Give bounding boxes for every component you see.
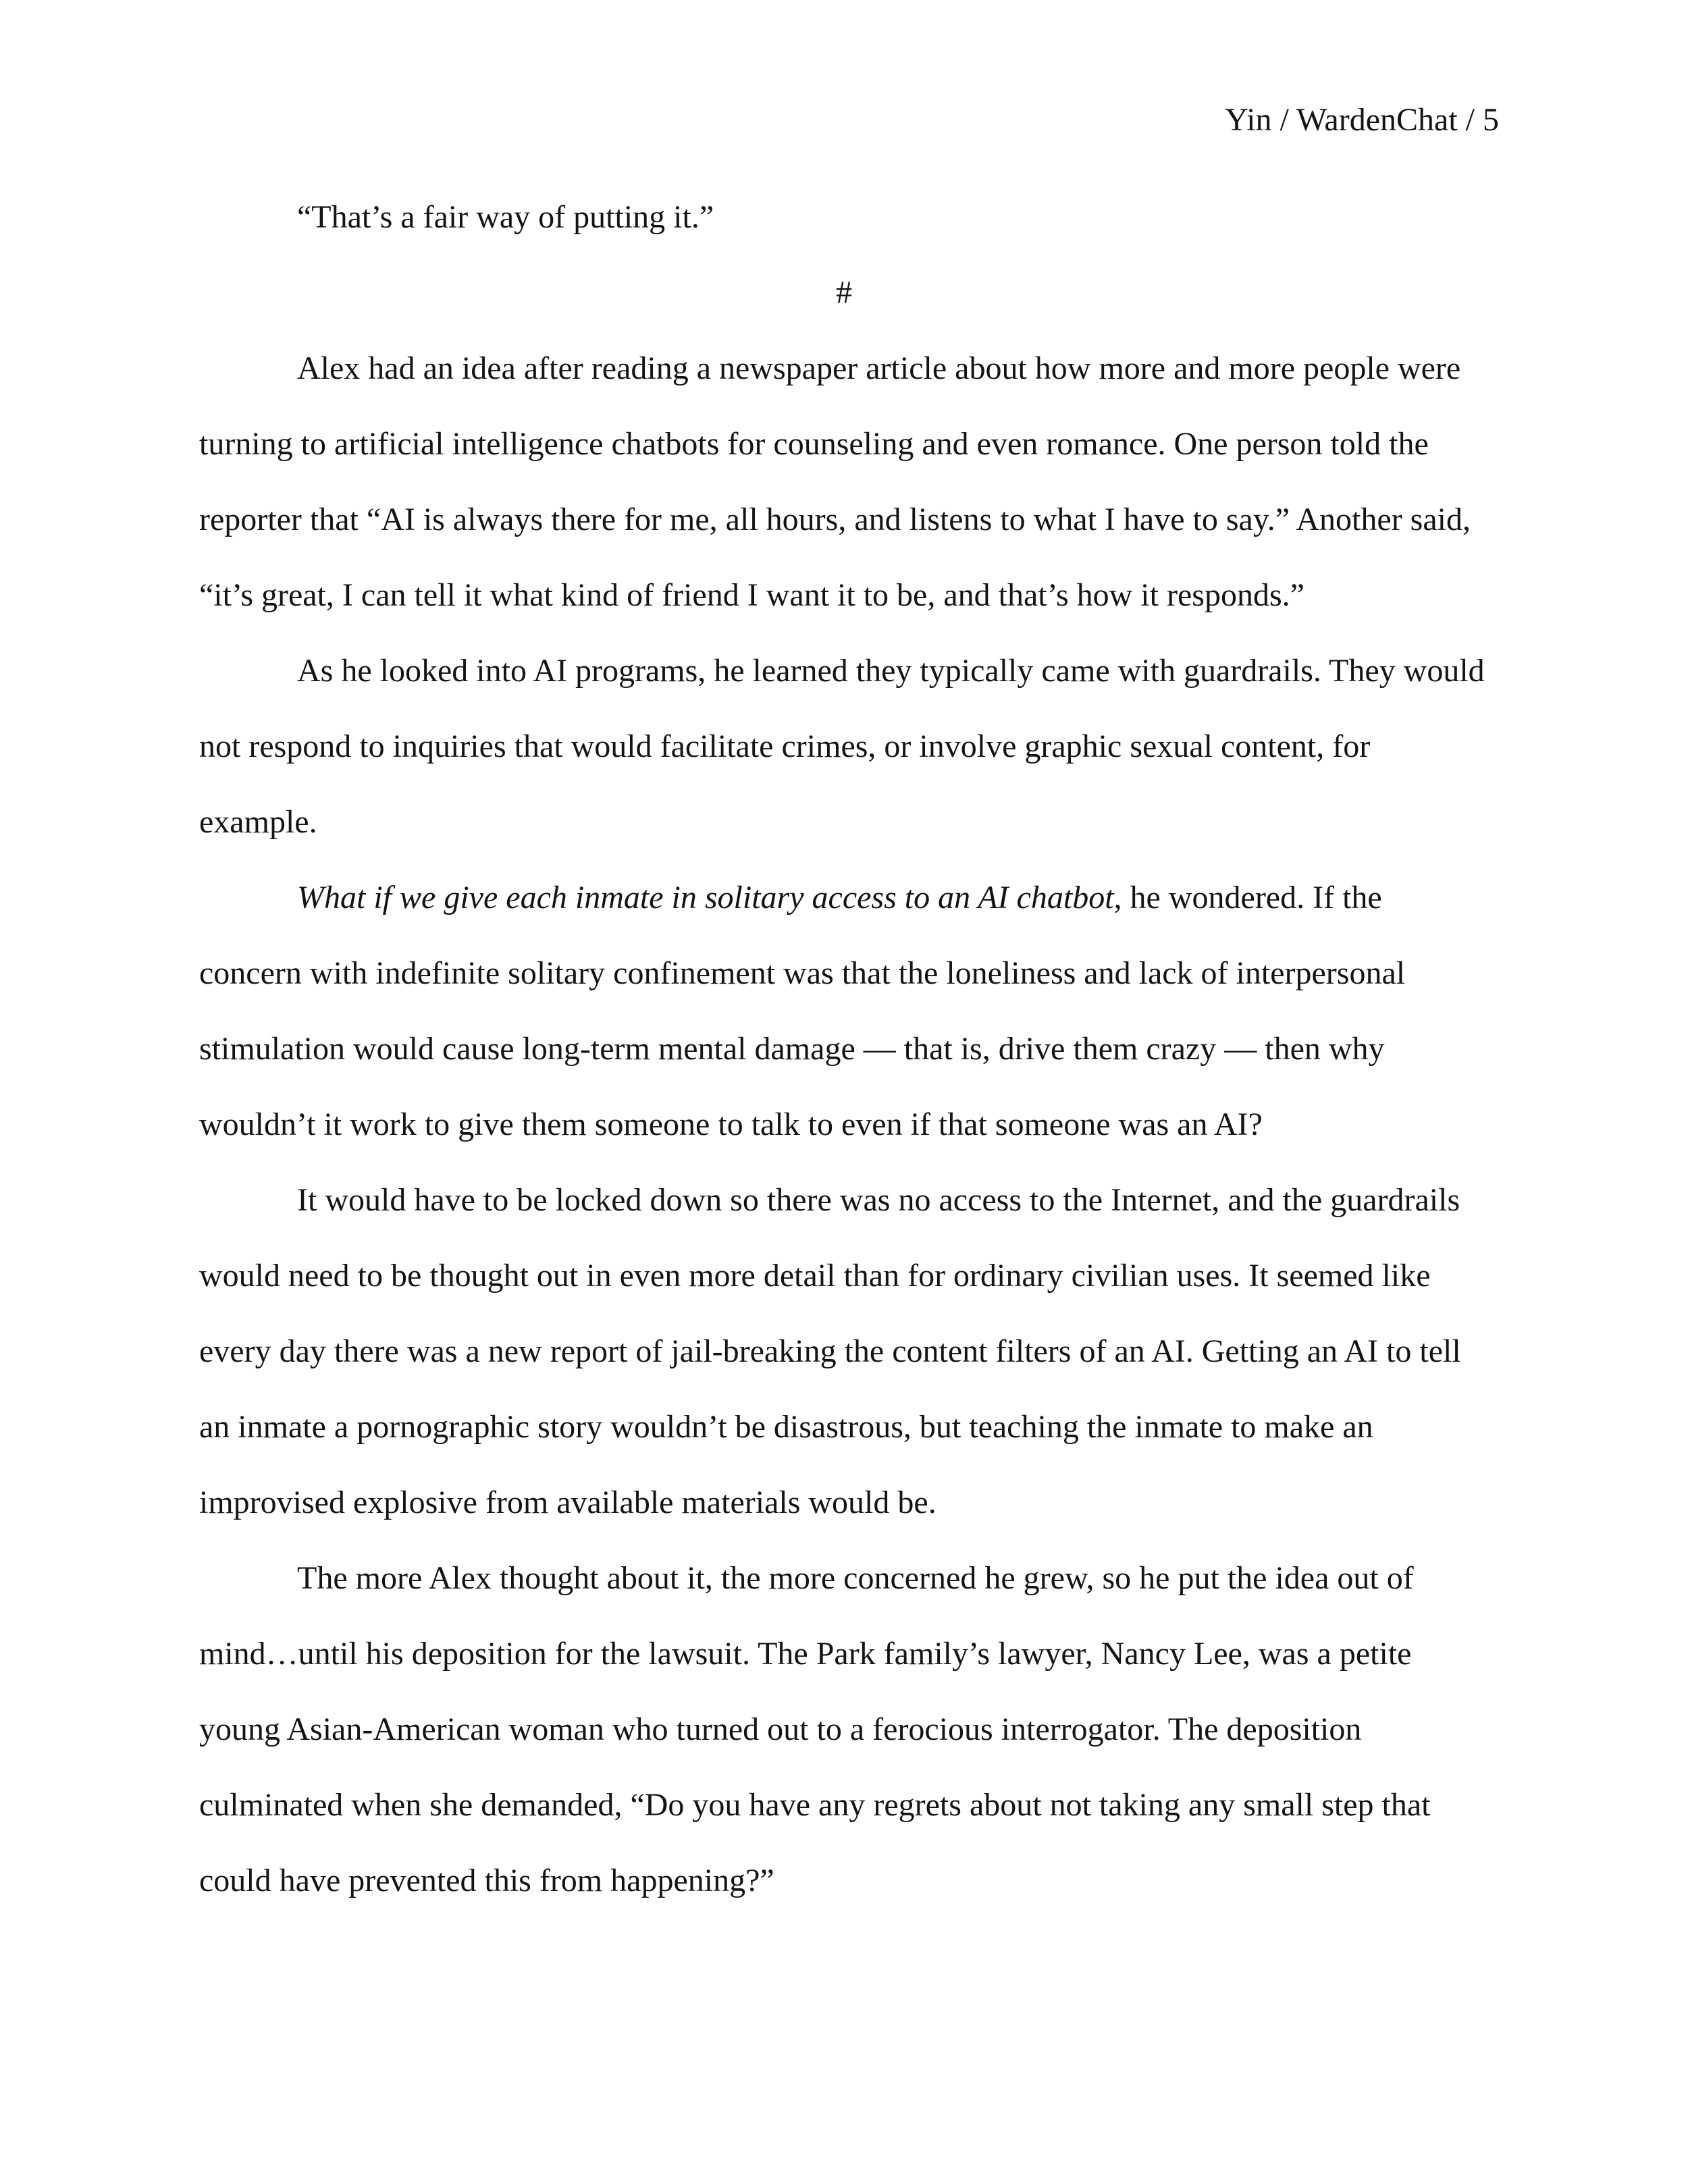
paragraph-idea-text: , he wondered. If the concern with indefinite solitary confinement was that the loneliness and lack of interpersonal stimulation would cause long-term mental damage — that is, drive them crazy — then why wouldn’t it work to give them someone to talk to even if that someone was an AI? bbox=[199, 880, 1406, 1142]
running-head: Yin / WardenChat / 5 bbox=[1225, 102, 1499, 138]
paragraph-newspaper: Alex had an idea after reading a newspaper article about how more and more people were turning to artificial intelligence chatbots for counseling and even romance. One person told the reporter that “AI is always there for me, all hours, and listens to what I have to say.” Another said, “it’s great, I can tell it what kind of friend I want it to be, and that’s how it responds.” bbox=[199, 350, 1471, 613]
manuscript-body bbox=[199, 180, 1489, 1919]
paragraph-deposition: The more Alex thought about it, the more concerned he grew, so he put the idea out of mind…until his deposition for the lawsuit. The Park family’s lawyer, Nancy Lee, was a petite young Asian-American woman who turned out to a ferocious interrogator. The deposition culminated when she demanded, “Do you have any regrets about not taking any small step that could have prevented this from happening?” bbox=[199, 1560, 1431, 1898]
paragraph-guardrails: As he looked into AI programs, he learned they typically came with guardrails. They would not respond to inquiries that would facilitate crimes, or involve graphic sexual content, for example. bbox=[199, 653, 1485, 840]
paragraph-lockdown: It would have to be locked down so there was no access to the Internet, and the guardrails would need to be thought out in even more detail than for ordinary civilian uses. It seemed like every day there was a new report of jail-breaking the content filters of an AI. Getting an AI to tell an inmate a pornographic story wouldn’t be disastrous, but teaching the inmate to make an improvised explosive from available materials would be. bbox=[199, 1182, 1461, 1520]
scene-break: # bbox=[836, 275, 852, 311]
italic-thought: What if we give each inmate in solitary access to an AI chatbot bbox=[297, 880, 1114, 915]
paragraph-dialogue: “That’s a fair way of putting it.” bbox=[297, 199, 714, 235]
paragraph-idea bbox=[199, 860, 1489, 1163]
